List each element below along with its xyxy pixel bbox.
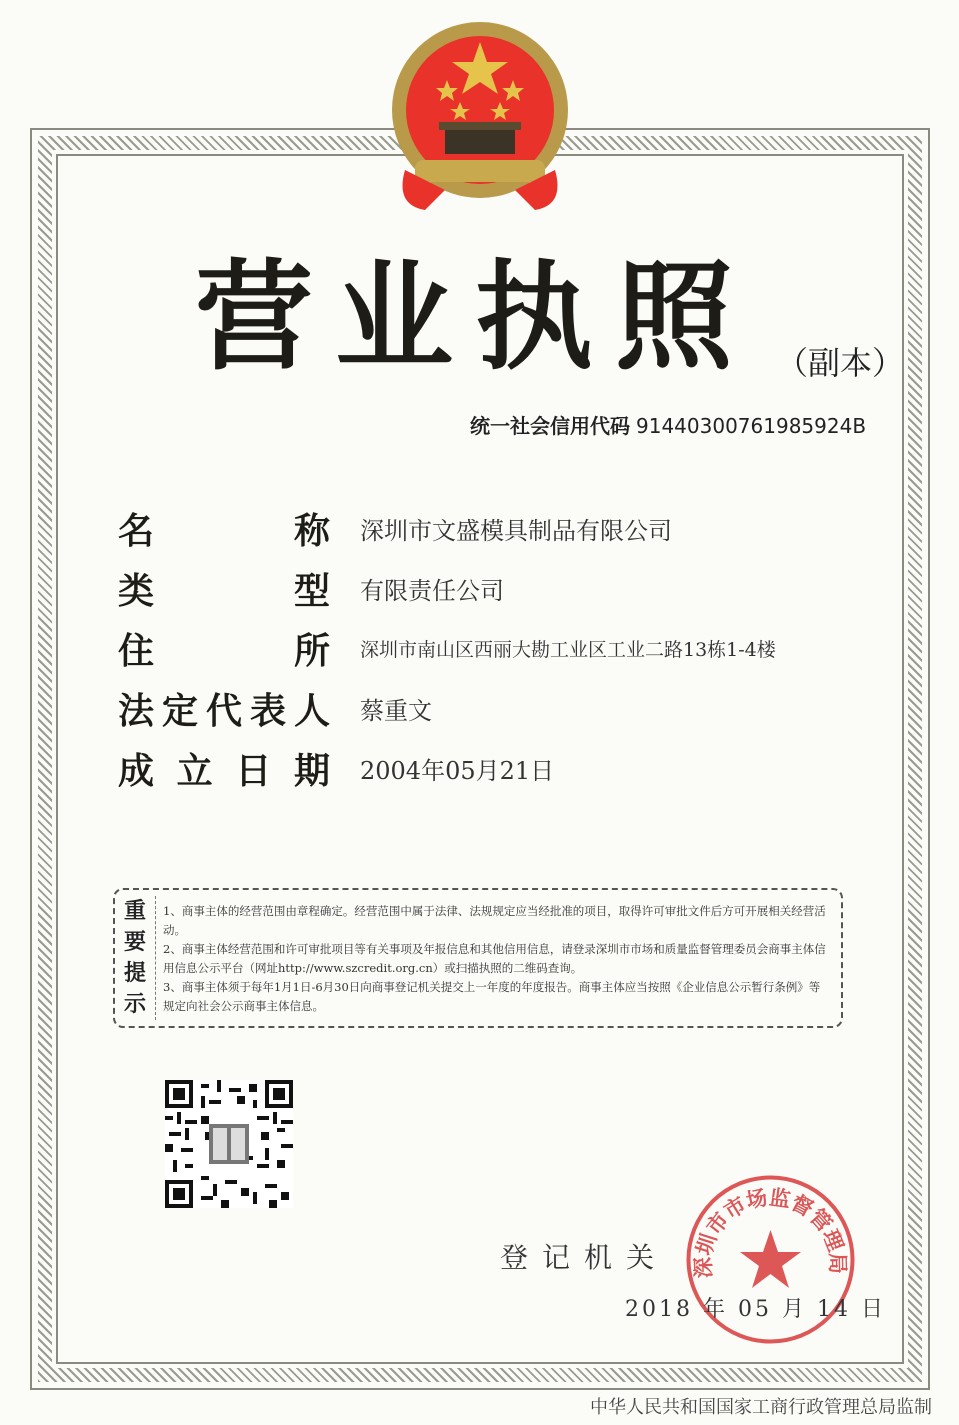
national-emblem-icon: [385, 20, 575, 215]
svg-text:深圳市市场监督管理局: 深圳市市场监督管理局: [691, 1185, 850, 1279]
notice-items: [163, 902, 827, 1016]
field-label: 法定代表人: [118, 691, 330, 732]
field-established-date: [118, 743, 878, 793]
notice-side-label: 重 要 提 示: [123, 899, 146, 1017]
field-name: [118, 503, 878, 553]
credit-code-value: 91440300761985924B: [636, 414, 867, 438]
field-value: 深圳市文盛模具制品有限公司: [360, 517, 672, 545]
notice-item: 2、商事主体经营范围和许可审批项目等有关事项及年报信息和其他信用信息，请登录深圳市市场和质量监督管理委员会商事主体信用信息公示平台（网址http://www.szcredit.org.cn）或扫描执照的二维码查询。: [163, 942, 826, 975]
credit-code: [470, 410, 866, 439]
important-notice: [113, 888, 843, 1028]
field-value: 2004年05月21日: [360, 757, 555, 785]
field-label: 成立日期: [118, 751, 330, 792]
document-title: 营业执照: [195, 248, 756, 386]
field-label: 类型: [118, 571, 330, 612]
notice-divider: [155, 896, 156, 1020]
field-value: 深圳市南山区西丽大勘工业区工业二路13栋1-4楼: [360, 639, 776, 661]
qr-code-icon[interactable]: [165, 1080, 293, 1208]
field-type: [118, 563, 878, 613]
field-label: 住所: [118, 631, 330, 672]
document-subtitle: （副本）: [776, 344, 905, 382]
field-legal-rep: [118, 683, 878, 733]
field-label: 名称: [118, 511, 330, 552]
registration-authority: 登记机关: [500, 1241, 669, 1274]
notice-item: 1、商事主体的经营范围由章程确定。经营范围中属于法律、法规规定应当经批准的项目，取得许可审批文件后方可开展相关经营活动。: [163, 904, 826, 937]
credit-code-label: 统一社会信用代码: [470, 414, 630, 438]
field-value: 蔡重文: [360, 697, 432, 725]
supervisor-footer: 中华人民共和国国家工商行政管理总局监制: [590, 1397, 932, 1418]
registration-date: 2018 年 05 月 14 日: [625, 1297, 886, 1322]
field-address: [118, 623, 878, 673]
field-value: 有限责任公司: [360, 577, 504, 605]
notice-item: 3、商事主体须于每年1月1日-6月30日向商事登记机关提交上一年度的年度报告。商事主体应当按照《企业信息公示暂行条例》等规定向社会公示商事主体信息。: [163, 980, 821, 1013]
